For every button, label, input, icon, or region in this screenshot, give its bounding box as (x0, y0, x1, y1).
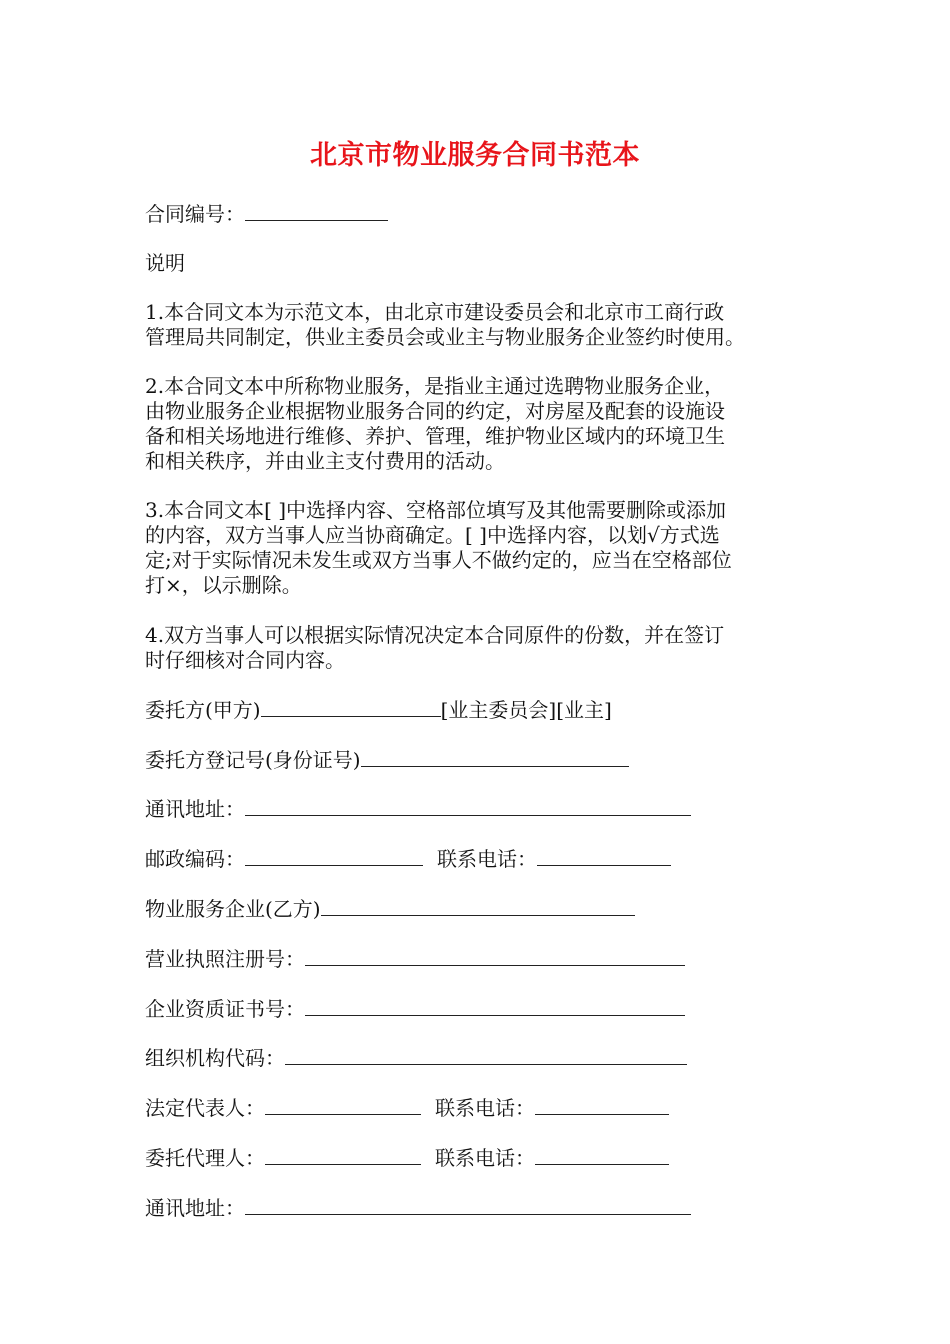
postcode-label: 邮政编码： (145, 847, 245, 871)
phone-label: 联系电话： (435, 1146, 535, 1170)
note-2 (145, 374, 810, 474)
contract-number-label: 合同编号： (145, 202, 245, 226)
org-code-row (145, 1046, 687, 1071)
party-a-reg-blank (361, 748, 629, 767)
address-row-b (145, 1196, 691, 1221)
address-blank (245, 797, 691, 816)
phone-blank (537, 847, 671, 866)
address-blank (245, 1196, 691, 1215)
org-code-label: 组织机构代码： (145, 1046, 285, 1070)
party-a-row (145, 698, 612, 723)
legal-rep-row (145, 1096, 669, 1121)
postcode-row (145, 847, 671, 872)
phone-blank (535, 1096, 669, 1115)
party-b-row (145, 897, 635, 922)
party-a-reg-row (145, 748, 629, 773)
note-line: 备和相关场地进行维修、养护、管理，维护物业区域内的环境卫生 (145, 424, 725, 448)
note-line: 管理局共同制定，供业主委员会或业主与物业服务企业签约时使用。 (145, 325, 745, 349)
address-label: 通讯地址： (145, 1196, 245, 1220)
contract-number-row (145, 202, 388, 227)
note-line: 1.本合同文本为示范文本，由北京市建设委员会和北京市工商行政 (145, 300, 725, 324)
party-a-options: [业主委员会][业主] (440, 698, 612, 722)
org-code-blank (285, 1046, 687, 1065)
address-label: 通讯地址： (145, 797, 245, 821)
license-blank (305, 947, 685, 966)
note-line: 由物业服务企业根据物业服务合同的约定，对房屋及配套的设施设 (145, 399, 725, 423)
note-line: 定;对于实际情况未发生或双方当事人不做约定的，应当在空格部位 (145, 548, 732, 572)
agent-row (145, 1146, 669, 1171)
party-b-label: 物业服务企业(乙方) (145, 897, 321, 921)
legal-rep-blank (265, 1096, 421, 1115)
license-row (145, 947, 685, 972)
note-line: 3.本合同文本[ ]中选择内容、空格部位填写及其他需要删除或添加 (145, 498, 727, 522)
party-b-blank (321, 897, 635, 916)
party-a-reg-label: 委托方登记号(身份证号) (145, 748, 361, 772)
contract-number-blank (245, 202, 388, 221)
qualification-row (145, 997, 685, 1022)
party-a-label: 委托方(甲方) (145, 698, 261, 722)
explanation-heading: 说明 (145, 251, 185, 275)
phone-label: 联系电话： (435, 1096, 535, 1120)
note-line: 2.本合同文本中所称物业服务，是指业主通过选聘物业服务企业， (145, 374, 725, 398)
qualification-blank (305, 997, 685, 1016)
note-1 (145, 300, 810, 350)
postcode-blank (245, 847, 423, 866)
document-title: 北京市物业服务合同书范本 (310, 140, 640, 171)
phone-label: 联系电话： (437, 847, 537, 871)
agent-label: 委托代理人： (145, 1146, 265, 1170)
note-4 (145, 623, 810, 673)
note-line: 的内容，双方当事人应当协商确定。[ ]中选择内容，以划√方式选 (145, 523, 720, 547)
legal-rep-label: 法定代表人： (145, 1096, 265, 1120)
note-line: 和相关秩序，并由业主支付费用的活动。 (145, 449, 505, 473)
note-line: 时仔细核对合同内容。 (145, 648, 345, 672)
address-row-a (145, 797, 691, 822)
qualification-label: 企业资质证书号： (145, 997, 305, 1021)
phone-blank (535, 1146, 669, 1165)
note-3 (145, 498, 810, 598)
note-line: 打×，以示删除。 (145, 573, 302, 597)
note-line: 4.双方当事人可以根据实际情况决定本合同原件的份数，并在签订 (145, 623, 725, 647)
party-a-blank (261, 698, 441, 717)
agent-blank (265, 1146, 421, 1165)
license-label: 营业执照注册号： (145, 947, 305, 971)
